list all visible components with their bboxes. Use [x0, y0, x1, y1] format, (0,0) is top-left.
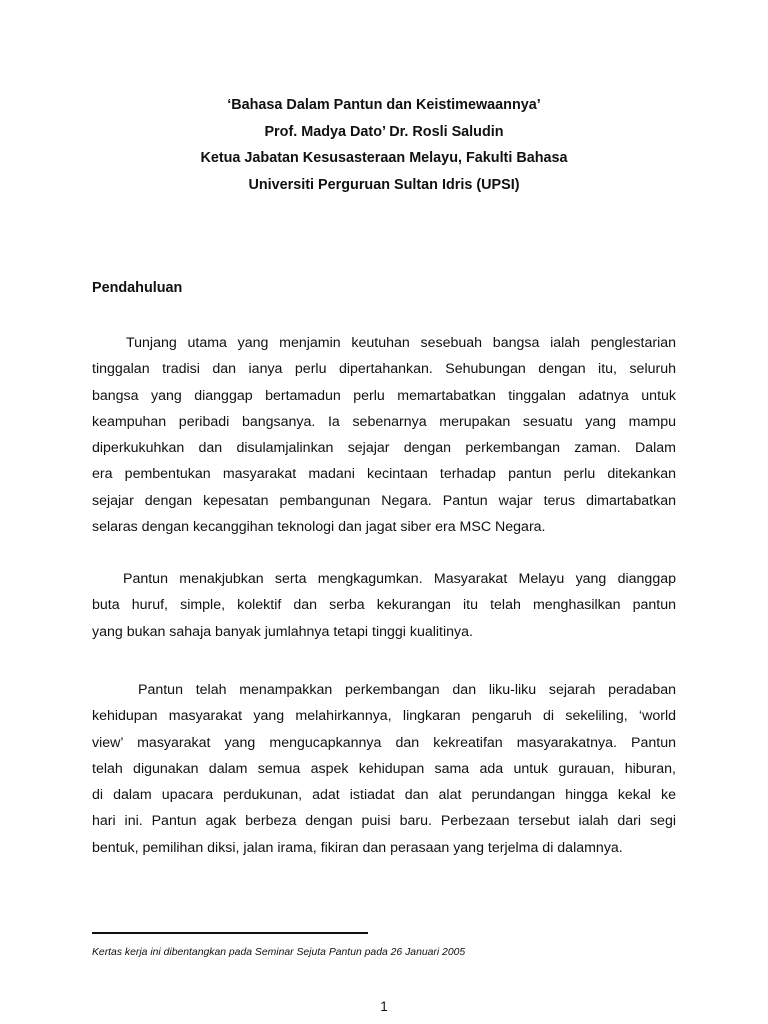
- paragraph-line: kehidupan masyarakat yang melahirkannya, lingkaran pengaruh di sekeliling, ‘world: [92, 708, 676, 725]
- paragraph-3: [92, 677, 676, 861]
- paragraph-line: view’ masyarakat yang mengucapkannya dan kekreatifan masyarakatnya. Pantun: [92, 734, 676, 751]
- title-block: [92, 92, 676, 198]
- paragraph-line: keampuhan peribadi bangsanya. Ia sebenarnya merupakan sesuatu yang mampu: [92, 413, 676, 430]
- paragraph-line: bangsa yang dianggap bertamadun perlu memartabatkan tinggalan adatnya untuk: [92, 387, 676, 404]
- author-position: Ketua Jabatan Kesusasteraan Melayu, Fakulti Bahasa: [200, 150, 568, 166]
- paper-title: ‘Bahasa Dalam Pantun dan Keistimewaannya’: [227, 97, 541, 113]
- author-name: Prof. Madya Dato’ Dr. Rosli Saludin: [264, 123, 504, 140]
- paragraph-line: bentuk, pemilihan diksi, jalan irama, fikiran dan perasaan yang terjelma di dalamnya.: [92, 839, 623, 856]
- paragraph-1: [92, 330, 676, 540]
- author-institution: Universiti Perguruan Sultan Idris (UPSI): [248, 176, 520, 193]
- paragraph-line: telah digunakan dalam semua aspek kehidupan sama ada untuk gurauan, hiburan,: [92, 760, 676, 777]
- paragraph-line: selaras dengan kecanggihan teknologi dan jagat siber era MSC Negara.: [92, 519, 546, 536]
- paragraph-line: sejajar dengan kepesatan pembangunan Negara. Pantun wajar terus dimartabatkan: [92, 492, 676, 509]
- footnote: Kertas kerja ini dibentangkan pada Seminar Sejuta Pantun pada 26 Januari 2005: [92, 947, 466, 958]
- paragraph-line: Pantun telah menampakkan perkembangan dan liku-liku sejarah peradaban: [138, 682, 676, 698]
- footnote-separator: [92, 932, 368, 934]
- paragraph-line: era pembentukan masyarakat madani kecintaan terhadap pantun perlu ditekankan: [92, 466, 676, 483]
- paragraph-line: diperkukuhkan dan disulamjalinkan sejajar dengan perkembangan zaman. Dalam: [92, 440, 676, 457]
- paragraph-2: [92, 566, 676, 645]
- paragraph-line: di dalam upacara perdukunan, adat istiadat dan alat perundangan hingga kekal ke: [92, 787, 676, 804]
- paragraph-line: hari ini. Pantun agak berbeza dengan puisi baru. Perbezaan tersebut ialah dari segi: [92, 813, 676, 830]
- paragraph-line: yang bukan sahaja banyak jumlahnya tetapi tinggi kualitinya.: [92, 623, 473, 640]
- page-number: 1: [380, 999, 388, 1014]
- paragraph-line: Pantun menakjubkan serta mengkagumkan. Masyarakat Melayu yang dianggap: [123, 571, 676, 587]
- paragraph-line: Tunjang utama yang menjamin keutuhan sesebuah bangsa ialah penglestarian: [126, 335, 676, 351]
- section-heading: Pendahuluan: [92, 280, 183, 296]
- paragraph-line: buta huruf, simple, kolektif dan serba kekurangan itu telah menghasilkan pantun: [92, 597, 676, 614]
- paragraph-line: tinggalan tradisi dan ianya perlu dipertahankan. Sehubungan dengan itu, seluruh: [92, 361, 676, 378]
